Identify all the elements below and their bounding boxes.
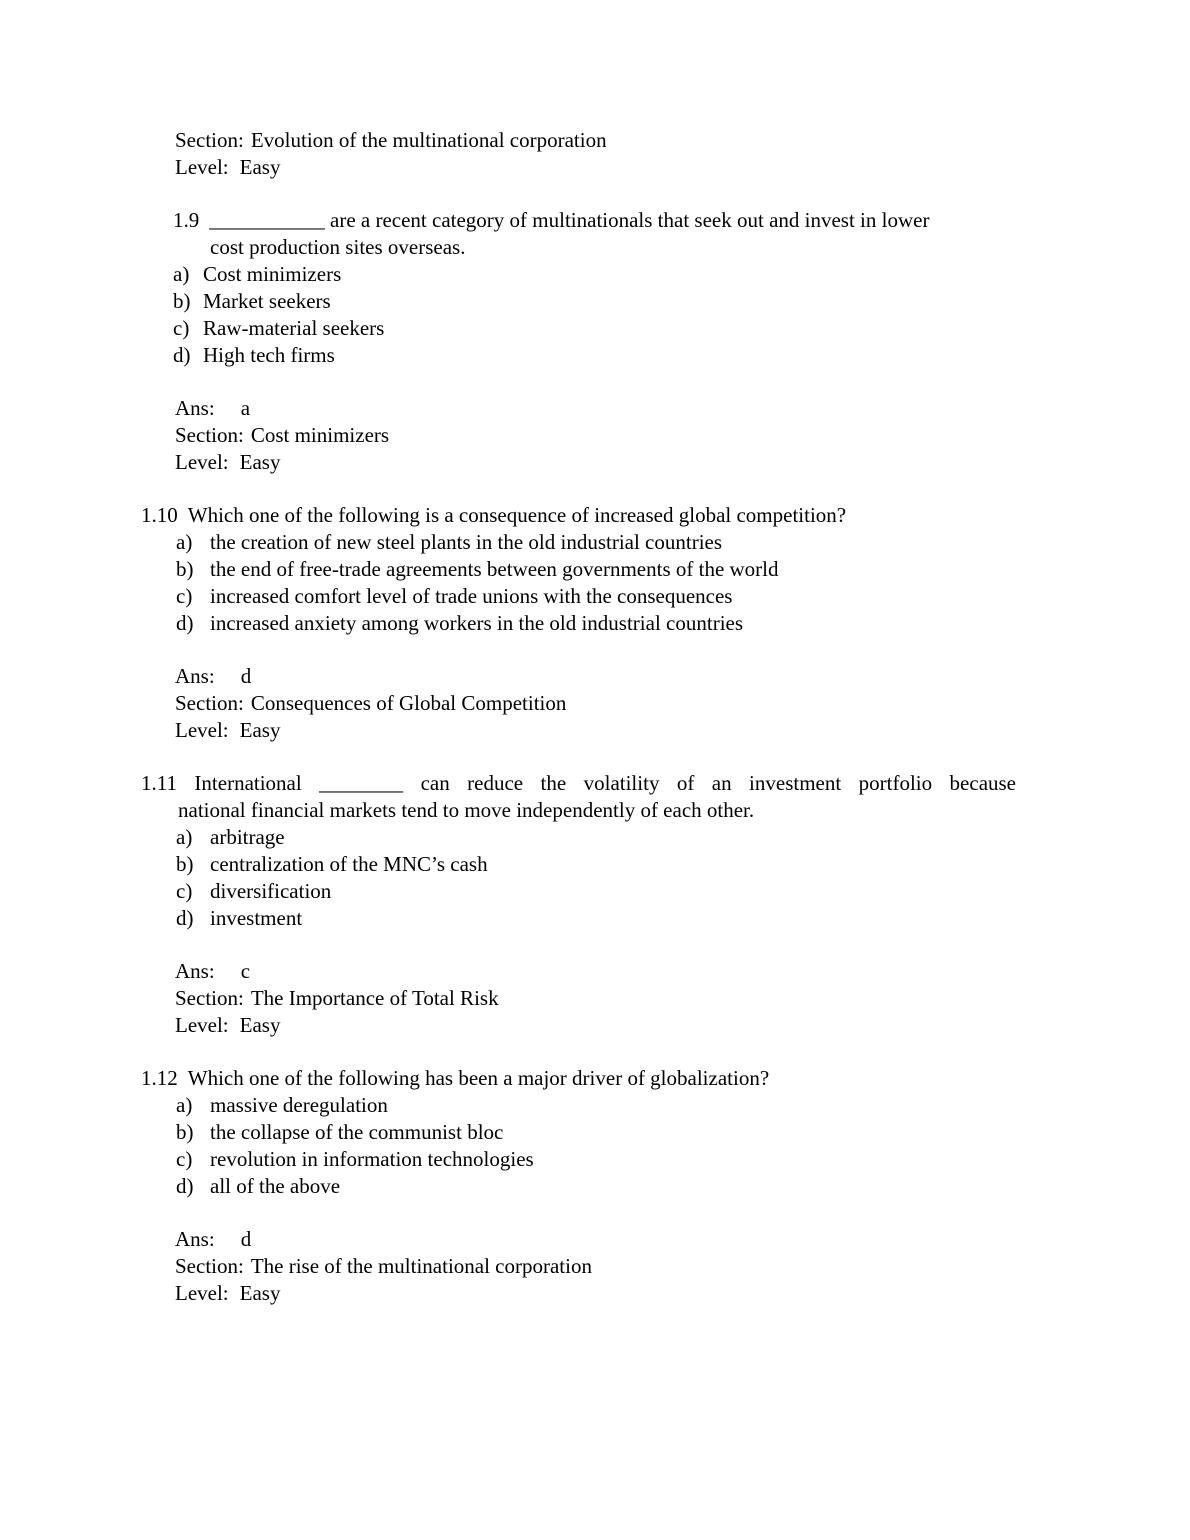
- option-letter: a): [176, 1093, 193, 1117]
- option-letter: c): [176, 584, 193, 608]
- level-label: Level:: [175, 1281, 229, 1305]
- answer-value: d: [240, 1227, 252, 1251]
- option-letter: b): [176, 852, 194, 876]
- level-value: Easy: [239, 155, 281, 179]
- level-label: Level:: [175, 1013, 229, 1037]
- level-value: Easy: [239, 450, 281, 474]
- question-1-11: [0, 770, 1190, 1039]
- option-a: [176, 529, 1190, 556]
- section-value: The rise of the multinational corporation: [250, 1254, 592, 1278]
- question-number: 1.9: [173, 208, 200, 232]
- question-line1: Which one of the following has been a major driver of globalization?: [187, 1066, 770, 1090]
- level-label: Level:: [175, 450, 229, 474]
- ans-label: Ans:: [175, 664, 215, 688]
- option-c: [176, 878, 1190, 905]
- option-text: arbitrage: [210, 825, 285, 849]
- option-text: Raw-material seekers: [203, 316, 385, 340]
- answer-line: [175, 663, 1190, 690]
- option-d: [176, 1173, 1190, 1200]
- option-letter: c): [176, 1147, 193, 1171]
- level-value: Easy: [239, 1013, 281, 1037]
- option-b: [176, 1119, 1190, 1146]
- option-text: Cost minimizers: [203, 262, 342, 286]
- option-text: diversification: [210, 879, 332, 903]
- question-line1: Which one of the following is a consequence of increased global competition?: [187, 503, 847, 527]
- option-letter: a): [176, 530, 193, 554]
- option-d: [176, 905, 1190, 932]
- question-1-9: [0, 207, 1190, 476]
- option-text: the end of free-trade agreements between governments of the world: [210, 557, 779, 581]
- level-line: [175, 154, 1190, 181]
- question-text: [173, 207, 1190, 234]
- option-b: [176, 556, 1190, 583]
- option-text: increased anxiety among workers in the old industrial countries: [210, 611, 744, 635]
- option-letter: c): [176, 879, 193, 903]
- option-text: the collapse of the communist bloc: [210, 1120, 504, 1144]
- question-line2: national financial markets tend to move independently of each other.: [178, 798, 755, 822]
- section-label: Section:: [175, 691, 244, 715]
- section-label: Section:: [175, 986, 244, 1010]
- option-b: [173, 288, 1190, 315]
- level-line: [175, 1280, 1190, 1307]
- option-a: [176, 824, 1190, 851]
- section-value: The Importance of Total Risk: [250, 986, 499, 1010]
- section-value: Cost minimizers: [250, 423, 390, 447]
- answer-line: [175, 958, 1190, 985]
- option-text: increased comfort level of trade unions with the consequences: [210, 584, 733, 608]
- option-text: Market seekers: [203, 289, 331, 313]
- level-label: Level:: [175, 155, 229, 179]
- option-a: [173, 261, 1190, 288]
- option-text: High tech firms: [203, 343, 335, 367]
- option-text: the creation of new steel plants in the old industrial countries: [210, 530, 723, 554]
- question-line1: ___________ are a recent category of multinationals that seek out and invest in lower: [209, 208, 930, 232]
- question-1-12: [0, 1065, 1190, 1307]
- option-a: [176, 1092, 1190, 1119]
- level-value: Easy: [239, 718, 281, 742]
- level-label: Level:: [175, 718, 229, 742]
- option-c: [173, 315, 1190, 342]
- option-letter: d): [173, 343, 191, 367]
- section-value: Evolution of the multinational corporation: [250, 128, 607, 152]
- option-letter: b): [176, 557, 194, 581]
- section-line: [175, 690, 1190, 717]
- option-letter: d): [176, 1174, 194, 1198]
- section-line: [175, 127, 1190, 154]
- option-c: [176, 583, 1190, 610]
- option-text: centralization of the MNC’s cash: [210, 852, 488, 876]
- ans-label: Ans:: [175, 396, 215, 420]
- option-letter: d): [176, 611, 194, 635]
- section-label: Section:: [175, 1254, 244, 1278]
- question-number: 1.12: [141, 1066, 178, 1090]
- option-c: [176, 1146, 1190, 1173]
- level-value: Easy: [239, 1281, 281, 1305]
- question-1-10: [0, 502, 1190, 744]
- option-text: all of the above: [210, 1174, 341, 1198]
- section-value: Consequences of Global Competition: [250, 691, 567, 715]
- question-line1: International ________ can reduce the volatility of an investment portfolio because: [194, 771, 1017, 795]
- answer-value: a: [240, 396, 251, 420]
- option-letter: c): [173, 316, 190, 340]
- option-letter: a): [176, 825, 193, 849]
- section-line: [175, 422, 1190, 449]
- section-label: Section:: [175, 423, 244, 447]
- option-text: investment: [210, 906, 303, 930]
- answer-line: [175, 395, 1190, 422]
- level-line: [175, 449, 1190, 476]
- answer-value: c: [240, 959, 251, 983]
- answer-value: d: [240, 664, 252, 688]
- option-b: [176, 851, 1190, 878]
- answer-line: [175, 1226, 1190, 1253]
- ans-label: Ans:: [175, 1227, 215, 1251]
- question-text: [141, 502, 1190, 529]
- option-d: [176, 610, 1190, 637]
- question-number: 1.11: [141, 771, 177, 795]
- option-text: massive deregulation: [210, 1093, 388, 1117]
- question-text: [141, 770, 1016, 797]
- question-number: 1.10: [141, 503, 178, 527]
- section-line: [175, 985, 1190, 1012]
- question-text: [141, 1065, 1190, 1092]
- level-line: [175, 1012, 1190, 1039]
- ans-label: Ans:: [175, 959, 215, 983]
- question-line2: cost production sites overseas.: [210, 235, 466, 259]
- option-letter: b): [173, 289, 191, 313]
- option-letter: d): [176, 906, 194, 930]
- option-letter: b): [176, 1120, 194, 1144]
- option-d: [173, 342, 1190, 369]
- section-label: Section:: [175, 128, 244, 152]
- section-line: [175, 1253, 1190, 1280]
- header-meta-block: [0, 127, 1190, 181]
- option-letter: a): [173, 262, 190, 286]
- option-text: revolution in information technologies: [210, 1147, 534, 1171]
- level-line: [175, 717, 1190, 744]
